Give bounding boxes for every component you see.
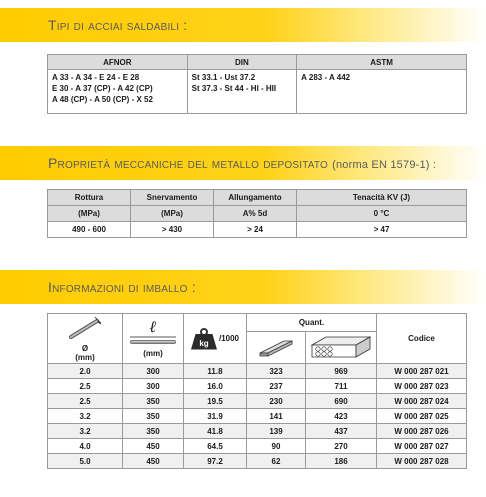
unit-rottura: (MPa): [48, 206, 131, 222]
weight-value: 97.2: [184, 454, 247, 469]
section-title: Informazioni di imballo :: [48, 279, 196, 295]
header-allungamento: Allungamento: [214, 190, 297, 206]
code-value: W 000 287 027: [377, 439, 467, 454]
packaging-table: [47, 313, 467, 469]
weight-value: 19.5: [184, 394, 247, 409]
steel-types-table: [47, 54, 467, 114]
weight-value: 16.0: [184, 379, 247, 394]
weight-suffix: /1000: [218, 334, 240, 343]
quant-bundle-value: 230: [247, 394, 306, 409]
length-value: 300: [123, 379, 184, 394]
length-icon: [128, 335, 178, 345]
length-value: 350: [123, 409, 184, 424]
afnor-line: A 33 - A 34 - E 24 - E 28: [52, 73, 140, 82]
quant-bundle-value: 90: [247, 439, 306, 454]
quant-bundle-value: 323: [247, 364, 306, 379]
diameter-symbol: Ø: [81, 344, 89, 353]
bundle-header: [247, 332, 306, 364]
code-value: W 000 287 026: [377, 424, 467, 439]
unit-tenacita: 0 °C: [297, 206, 467, 222]
unit-allungamento: A% 5d: [214, 206, 297, 222]
weight-value: 31.9: [184, 409, 247, 424]
header-rottura: Rottura: [48, 190, 131, 206]
quant-box-value: 437: [306, 424, 377, 439]
table-row: [48, 439, 467, 454]
length-unit: (mm): [143, 348, 163, 358]
table-row: [48, 454, 467, 469]
header-din: DIN: [187, 55, 297, 70]
section-band-mechanical: [0, 146, 486, 180]
quant-bundle-value: 62: [247, 454, 306, 469]
astm-cell: [297, 70, 467, 114]
din-cell: [187, 70, 297, 114]
value-rottura: 490 - 600: [48, 222, 131, 238]
afnor-line: A 48 (CP) - A 50 (CP) - X 52: [52, 95, 153, 104]
code-value: W 000 287 024: [377, 394, 467, 409]
quant-box-value: 969: [306, 364, 377, 379]
table-row: [48, 424, 467, 439]
diameter-value: 3.2: [48, 409, 123, 424]
quant-box-value: 186: [306, 454, 377, 469]
table-row: [48, 409, 467, 424]
section-band-packaging: [0, 270, 486, 304]
quant-box-value: 423: [306, 409, 377, 424]
code-header: Codice: [377, 314, 467, 364]
diameter-value: 5.0: [48, 454, 123, 469]
weight-header: [184, 314, 247, 364]
length-symbol: ℓ: [149, 316, 157, 336]
box-header: [306, 332, 377, 364]
weight-value: 41.8: [184, 424, 247, 439]
diameter-value: 2.5: [48, 394, 123, 409]
section-title-main: Proprietà meccaniche del metallo depositato: [48, 155, 329, 171]
length-value: 350: [123, 424, 184, 439]
code-value: W 000 287 028: [377, 454, 467, 469]
header-astm: ASTM: [297, 55, 467, 70]
table-row: [48, 379, 467, 394]
code-value: W 000 287 021: [377, 364, 467, 379]
box-icon: [310, 333, 372, 359]
afnor-cell: [48, 70, 188, 114]
diameter-value: 3.2: [48, 424, 123, 439]
section-title: [48, 155, 436, 171]
quant-box-value: 690: [306, 394, 377, 409]
code-value: W 000 287 023: [377, 379, 467, 394]
weight-icon: [191, 328, 217, 350]
weight-value: 64.5: [184, 439, 247, 454]
diameter-header: [48, 314, 123, 364]
din-line: St 37.3 - St 44 - HI - HII: [191, 84, 277, 93]
value-tenacita: > 47: [297, 222, 467, 238]
bundle-icon: [256, 335, 296, 357]
header-tenacita: Tenacità KV (J): [297, 190, 467, 206]
value-snervamento: > 430: [131, 222, 214, 238]
section-title: Tipi di acciai saldabili :: [48, 17, 188, 33]
weight-badge: kg: [199, 338, 209, 348]
weight-value: 11.8: [184, 364, 247, 379]
header-afnor: AFNOR: [48, 55, 188, 70]
quant-header: Quant.: [247, 314, 377, 332]
quant-bundle-value: 139: [247, 424, 306, 439]
diameter-icon: [65, 315, 105, 341]
unit-snervamento: (MPa): [131, 206, 214, 222]
section-band-steel-types: [0, 8, 486, 42]
packaging-rows: [48, 364, 467, 469]
length-value: 450: [123, 439, 184, 454]
section-title-norm: (norma EN 1579-1) :: [332, 159, 437, 171]
header-snervamento: Snervamento: [131, 190, 214, 206]
astm-line: A 283 - A 442: [301, 73, 351, 82]
table-row: [48, 364, 467, 379]
mechanical-table: [47, 189, 467, 238]
quant-box-value: 711: [306, 379, 377, 394]
diameter-unit: (mm): [75, 353, 95, 362]
din-line: St 33.1 - Ust 37.2: [191, 73, 256, 82]
quant-box-value: 270: [306, 439, 377, 454]
length-header: [123, 314, 184, 364]
diameter-value: 4.0: [48, 439, 123, 454]
length-value: 350: [123, 394, 184, 409]
quant-bundle-value: 237: [247, 379, 306, 394]
diameter-value: 2.5: [48, 379, 123, 394]
code-value: W 000 287 025: [377, 409, 467, 424]
length-value: 450: [123, 454, 184, 469]
length-value: 300: [123, 364, 184, 379]
quant-bundle-value: 141: [247, 409, 306, 424]
table-row: [48, 394, 467, 409]
diameter-value: 2.0: [48, 364, 123, 379]
value-allungamento: > 24: [214, 222, 297, 238]
afnor-line: E 30 - A 37 (CP) - A 42 (CP): [52, 84, 153, 93]
